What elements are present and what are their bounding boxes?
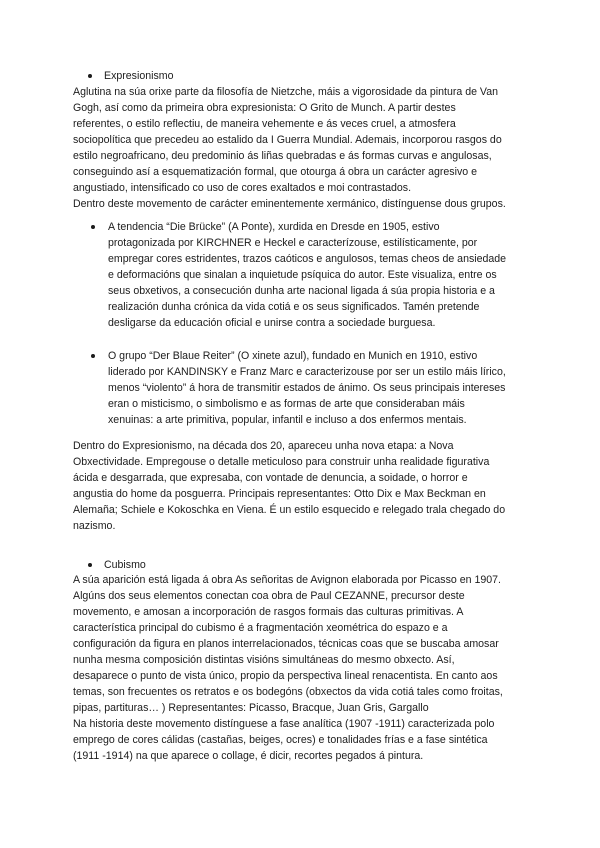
text-line: Aglutina na súa orixe parte da filosofía de Nietzche, máis a vigorosidade da pintura de Van	[73, 86, 498, 98]
text-line: angustia do home da posguerra. Principais representantes: Otto Dix e Max Beckman en	[73, 488, 486, 500]
cubismo-title: Cubismo	[104, 559, 146, 571]
text-line: emprego de cores cálidas (castañas, beiges, ocres) e tonalidades frías e a fase sintética	[73, 734, 488, 746]
expresionismo-heading	[88, 68, 173, 84]
text-line: e deformacións que sinalan a inquietude psíquica do autor. Este visualiza, entre os	[108, 269, 497, 281]
text-line: menos “violento” á hora de transmitir estados de ánimo. Os seus principais intereses	[108, 382, 506, 394]
expresionismo-intro	[73, 84, 543, 212]
text-line: nunha mesma composición distintas visións simultáneas do mesmo obxecto. Así,	[73, 654, 455, 666]
text-line: Dentro do Expresionismo, na década dos 20, apareceu unha nova etapa: a Nova	[73, 440, 454, 452]
text-line: liderado por KANDINSKY e Franz Marc e caracterizouse por ser un estilo máis lírico,	[108, 366, 506, 378]
text-line: ácida e desgarrada, que expresaba, con vontade de denuncia, a soidade, o horror e	[73, 472, 468, 484]
bullet-dot-icon	[88, 563, 92, 567]
cubismo-paragraph	[73, 572, 543, 764]
bullet-dot-icon	[91, 354, 95, 358]
cubismo-heading	[88, 557, 146, 573]
text-line: seus obxetivos, a consecución dunha arte nacional ligada á súa propia historia e a	[108, 285, 495, 297]
der-blaue-reiter-text	[108, 348, 533, 428]
text-line: realización dunha crónica da vida cotiá e os seus significados. Tamén pretende	[108, 301, 480, 313]
text-line: Obxectividade. Empregouse o detalle meticuloso para construir unha realidade figurativa	[73, 456, 490, 468]
text-line: (1911 -1914) na que aparece o collage, é dicir, recortes pegados á pintura.	[73, 750, 424, 762]
nova-obxectividade-paragraph	[73, 438, 543, 534]
text-line: empregar cores estridentes, trazos caóticos e angulosos, temas cheos de ansiedade	[108, 253, 507, 265]
text-line: movemento, e amosan a incorporación de rasgos formais das culturas primitivas. A	[73, 606, 464, 618]
text-line: Gogh, así como da primeira obra expresionista: O Grito de Munch. A partir destes	[73, 102, 456, 114]
text-line: protagonizada por KIRCHNER e Heckel e caracterízouse, estilísticamente, por	[108, 237, 478, 249]
text-line: angustiado, intensificado co uso de cores exaltados e moi contrastados.	[73, 182, 412, 194]
text-line: A súa aparición está ligada á obra As señoritas de Avignon elaborada por Picasso en 1907.	[73, 574, 501, 586]
bullet-dot-icon	[91, 225, 95, 229]
text-line: referentes, o estilo reflectiu, de maneira vehemente e ás veces cruel, a atmosfera	[73, 118, 456, 130]
text-line: A tendencia “Die Brücke” (A Ponte), xurdida en Dresde en 1905, estivo	[108, 221, 440, 233]
text-line: estilo negroafricano, deu predominio ás liñas quebradas e ás formas curvas e angulosas,	[73, 150, 492, 162]
text-line: nazismo.	[73, 520, 116, 532]
bullet-dot-icon	[88, 74, 92, 78]
text-line: temas, son frecuentes os retratos e os bodegóns (obxectos da vida cotiá tales como froitas,	[73, 686, 503, 698]
die-brucke-text	[108, 219, 533, 331]
expresionismo-title: Expresionismo	[104, 70, 174, 82]
text-line: Dentro deste movemento de carácter eminentemente xermánico, distínguense dous grupos.	[73, 198, 506, 210]
text-line: Algúns dos seus elementos conectan coa obra de Paul CEZANNE, precursor deste	[73, 590, 465, 602]
text-line: desaparece o punto de vista único, propio da perspectiva lineal renacentista. En canto aos	[73, 670, 498, 682]
text-line: Na historia deste movemento distínguese a fase analítica (1907 -1911) caracterizada polo	[73, 718, 495, 730]
text-line: xenuinas: a arte primitiva, popular, infantil e incluso a dos enfermos mentais.	[108, 414, 467, 426]
text-line: eran o misticismo, o simbolismo e as formas de arte que consideraban máis	[108, 398, 465, 410]
text-line: sociopolítica que precedeu ao estalido da I Guerra Mundial. Ademais, incorporou rasgos do	[73, 134, 502, 146]
text-line: desligarse da educación oficial e unirse contra a sociedade burguesa.	[108, 317, 436, 329]
text-line: característica principal do cubismo é a fragmentación xeométrica do espazo e a	[73, 622, 448, 634]
text-line: Alemaña; Schiele e Kokoschka en Viena. É un estilo esquecido e relegado trala chegado do	[73, 504, 506, 516]
text-line: configuración da figura en planos interrelacionados, técnicas coas que se buscaba amosar	[73, 638, 499, 650]
text-line: conseguindo así a esquematización formal, que otourga á obra un carácter agresivo e	[73, 166, 477, 178]
text-line: O grupo “Der Blaue Reiter” (O xinete azul), fundado en Munich en 1910, estivo	[108, 350, 478, 362]
text-line: pipas, partituras… ) Representantes: Picasso, Bracque, Juan Gris, Gargallo	[73, 702, 429, 714]
